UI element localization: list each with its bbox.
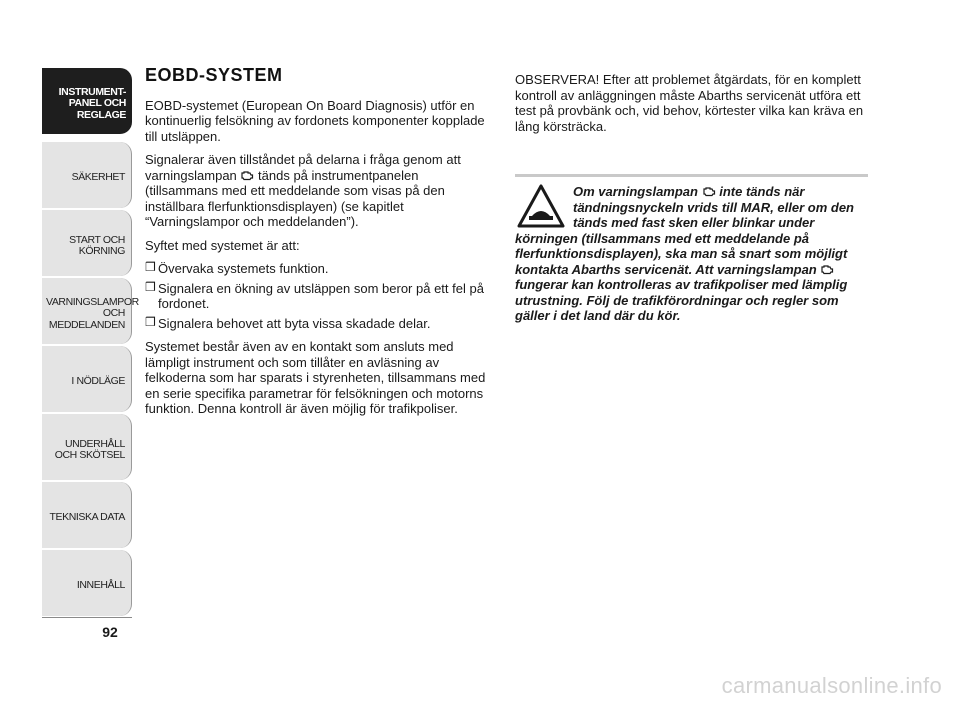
- tab-label: START OCH KÖRNING: [69, 233, 125, 257]
- list-item-text: Signalera en ökning av utsläppen som beror på ett fel på fordonet.: [158, 280, 484, 311]
- list-item-text: Signalera behovet att byta vissa skadade delar.: [158, 315, 431, 331]
- tab-safety[interactable]: [42, 142, 132, 208]
- checkbox-bullet-icon: ❒: [145, 260, 156, 274]
- intro-paragraph: EOBD-systemet (European On Board Diagnosis) utför en kontinuerlig felsökning av fordonets komponenter kopplade till utsläppen.: [145, 97, 485, 144]
- observe-paragraph: OBSERVERA! Efter att problemet åtgärdats, för en komplett kontroll av anläggningen måste Abarths servicenät utföra ett test på provbänk och, vid behov, körtester vilka kan kräva en lång körsträcka.: [515, 72, 864, 134]
- signal-text-before: Signalerar även tillståndet på delarna i fråga genom att varningslampan: [145, 152, 461, 183]
- engine-check-icon: [702, 186, 716, 197]
- tab-instrument-panel[interactable]: [42, 68, 132, 134]
- sidebar-divider: [42, 617, 132, 618]
- warning-text-2: inte tänds när tändningsnyckeln vrids till MAR, eller om den tänds med fast sken eller blinkar under körningen (tillsammans med ett meddelande på flerfunktionsdisplayen), ska man så snart som möjligt kontakta Abarths servicenät. Att varningslampan: [515, 184, 854, 277]
- right-column: [515, 72, 865, 142]
- engine-check-icon: [820, 264, 834, 275]
- watermark: carmanualsonline.info: [721, 673, 942, 698]
- warning-box: [515, 184, 867, 324]
- list-item: [145, 316, 495, 332]
- engine-check-icon: [240, 170, 254, 181]
- tab-label: SÄKERHET: [71, 171, 125, 184]
- tab-technical-data[interactable]: [42, 482, 132, 548]
- list-item: [145, 261, 495, 277]
- purpose-list: [145, 261, 495, 331]
- tab-contents[interactable]: [42, 550, 132, 616]
- list-item-text: Övervaka systemets funktion.: [158, 261, 329, 276]
- checkbox-bullet-icon: ❒: [145, 314, 156, 329]
- page-number: 92: [102, 624, 118, 640]
- tab-label: UNDERHÅLL OCH SKÖTSEL: [54, 437, 125, 461]
- tab-label: VARNINGSLAMPOR OCH MEDDELANDEN: [46, 295, 139, 331]
- tab-emergency[interactable]: [42, 346, 132, 412]
- tab-label: I NÖDLÄGE: [71, 375, 125, 388]
- section-separator: [515, 174, 868, 177]
- warning-text-1: Om varningslampan: [573, 184, 698, 199]
- tab-maintenance[interactable]: [42, 414, 132, 480]
- checkbox-bullet-icon: ❒: [145, 279, 156, 294]
- left-column: [145, 65, 495, 425]
- warning-text-3: fungerar kan kontrolleras av trafikpoliser med lämplig utrustning. Följ de trafikförordningar och regler som gäller i det land där du kör.: [515, 277, 848, 323]
- purpose-paragraph: Syftet med systemet är att:: [145, 237, 300, 253]
- signal-text-after: tänds på instrumentpanelen (tillsammans med ett meddelande som visas på den inställbara flerfunktionsdisplayen) (se kapitlet “Varningslampor och meddelanden”).: [145, 167, 445, 229]
- tab-warning-lights[interactable]: [42, 278, 139, 344]
- connector-paragraph: Systemet består även av en kontakt som ansluts med lämpligt instrument och som tillåter en avläsning av felkoderna som har sparats i styrenheten, tillsammans med en serie specifika parametrar för felsökningen och motorns funktion. Denna kontroll är även möjlig för trafikpoliser.: [145, 339, 486, 416]
- tab-label: INNEHÅLL: [76, 579, 125, 592]
- list-item: [145, 281, 495, 312]
- tab-label: INSTRUMENT- PANEL OCH REGLAGE: [58, 85, 126, 121]
- tab-label: TEKNISKA DATA: [49, 511, 125, 524]
- signal-paragraph: [145, 152, 495, 230]
- section-title: EOBD-SYSTEM: [145, 65, 283, 85]
- warning-triangle-icon: [517, 184, 565, 228]
- tab-start-driving[interactable]: [42, 210, 132, 276]
